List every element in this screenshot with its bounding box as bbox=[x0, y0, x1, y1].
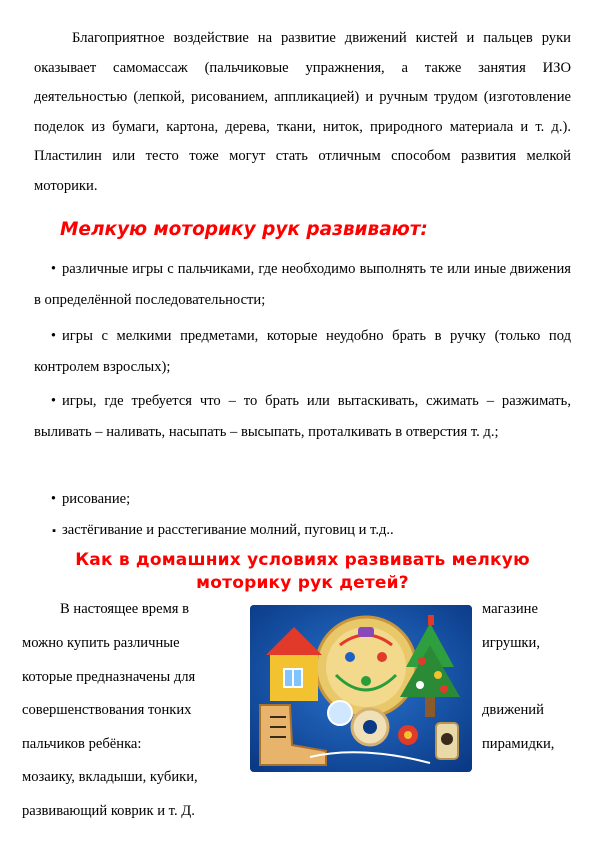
intro-text: Благоприятное воздействие на развитие движений кистей и пальцев руки оказывает самомассаж (пальчиковые упражнения, а также занятия ИЗО деятельностью (лепкой, рисованием, аппликацией) и ручным трудом (изготовление поделок из бумаги, картона, дерева, ткани, ниток, природного материала и т. д.). Пластилин или тесто тоже могут стать отличным способом развития мелкой моторики. bbox=[34, 30, 571, 194]
wrap-line-right: движений bbox=[482, 702, 544, 718]
bullet-item bbox=[34, 484, 571, 515]
wrap-line-left: пальчиков ребёнка: bbox=[22, 736, 142, 752]
wrap-line-left: В настоящее время в bbox=[60, 601, 190, 617]
toys-illustration bbox=[250, 605, 472, 772]
wrap-line-left: развивающий коврик и т. Д. bbox=[22, 803, 195, 819]
bullet-text: игры с мелкими предметами, которые неудобно брать в ручку (только под контролем взрослых); bbox=[34, 328, 571, 375]
bullet-text: рисование; bbox=[62, 491, 131, 507]
bullet-text: различные игры с пальчиками, где необходимо выполнять те или иные движения в определённой последовательности; bbox=[34, 261, 571, 308]
bullet-marker: • bbox=[50, 328, 56, 344]
intro-paragraph bbox=[34, 24, 571, 202]
bullet-marker: • bbox=[50, 393, 56, 409]
heading-fine-motor-skills: Мелкую моторику рук развивают: bbox=[60, 219, 428, 240]
educational-toys-photo bbox=[250, 605, 472, 772]
wrap-line-right: магазине bbox=[482, 601, 538, 617]
bullet-marker: ▪ bbox=[52, 525, 56, 537]
lacing-board-icon bbox=[316, 617, 416, 717]
heading-home-development: Как в домашних условиях развивать мелкую моторику рук детей? bbox=[75, 550, 530, 593]
bullet-text: застёгивание и расстегивание молний, пуговиц и т.д.. bbox=[62, 522, 394, 538]
wrap-line-right: пирамидки, bbox=[482, 736, 555, 752]
bullet-item bbox=[34, 515, 571, 547]
bullet-text: игры, где требуется что – то брать или вытаскивать, сжимать – разжимать, выливать – наливать, насыпать – высыпать, проталкивать в отверстия т. д.; bbox=[34, 393, 571, 440]
bullet-item bbox=[34, 386, 571, 448]
bullet-marker: • bbox=[50, 491, 56, 507]
wrap-line-left: мозаику, вкладыши, кубики, bbox=[22, 769, 198, 785]
bullet-marker: • bbox=[50, 261, 56, 277]
wrap-line-left: можно купить различные bbox=[22, 635, 180, 651]
wrap-line-left: совершенствования тонких bbox=[22, 702, 192, 718]
wrap-line-left: которые предназначены для bbox=[22, 669, 196, 685]
bullet-item bbox=[34, 254, 571, 316]
bullet-item bbox=[34, 321, 571, 383]
wrap-line-right: игрушки, bbox=[482, 635, 540, 651]
